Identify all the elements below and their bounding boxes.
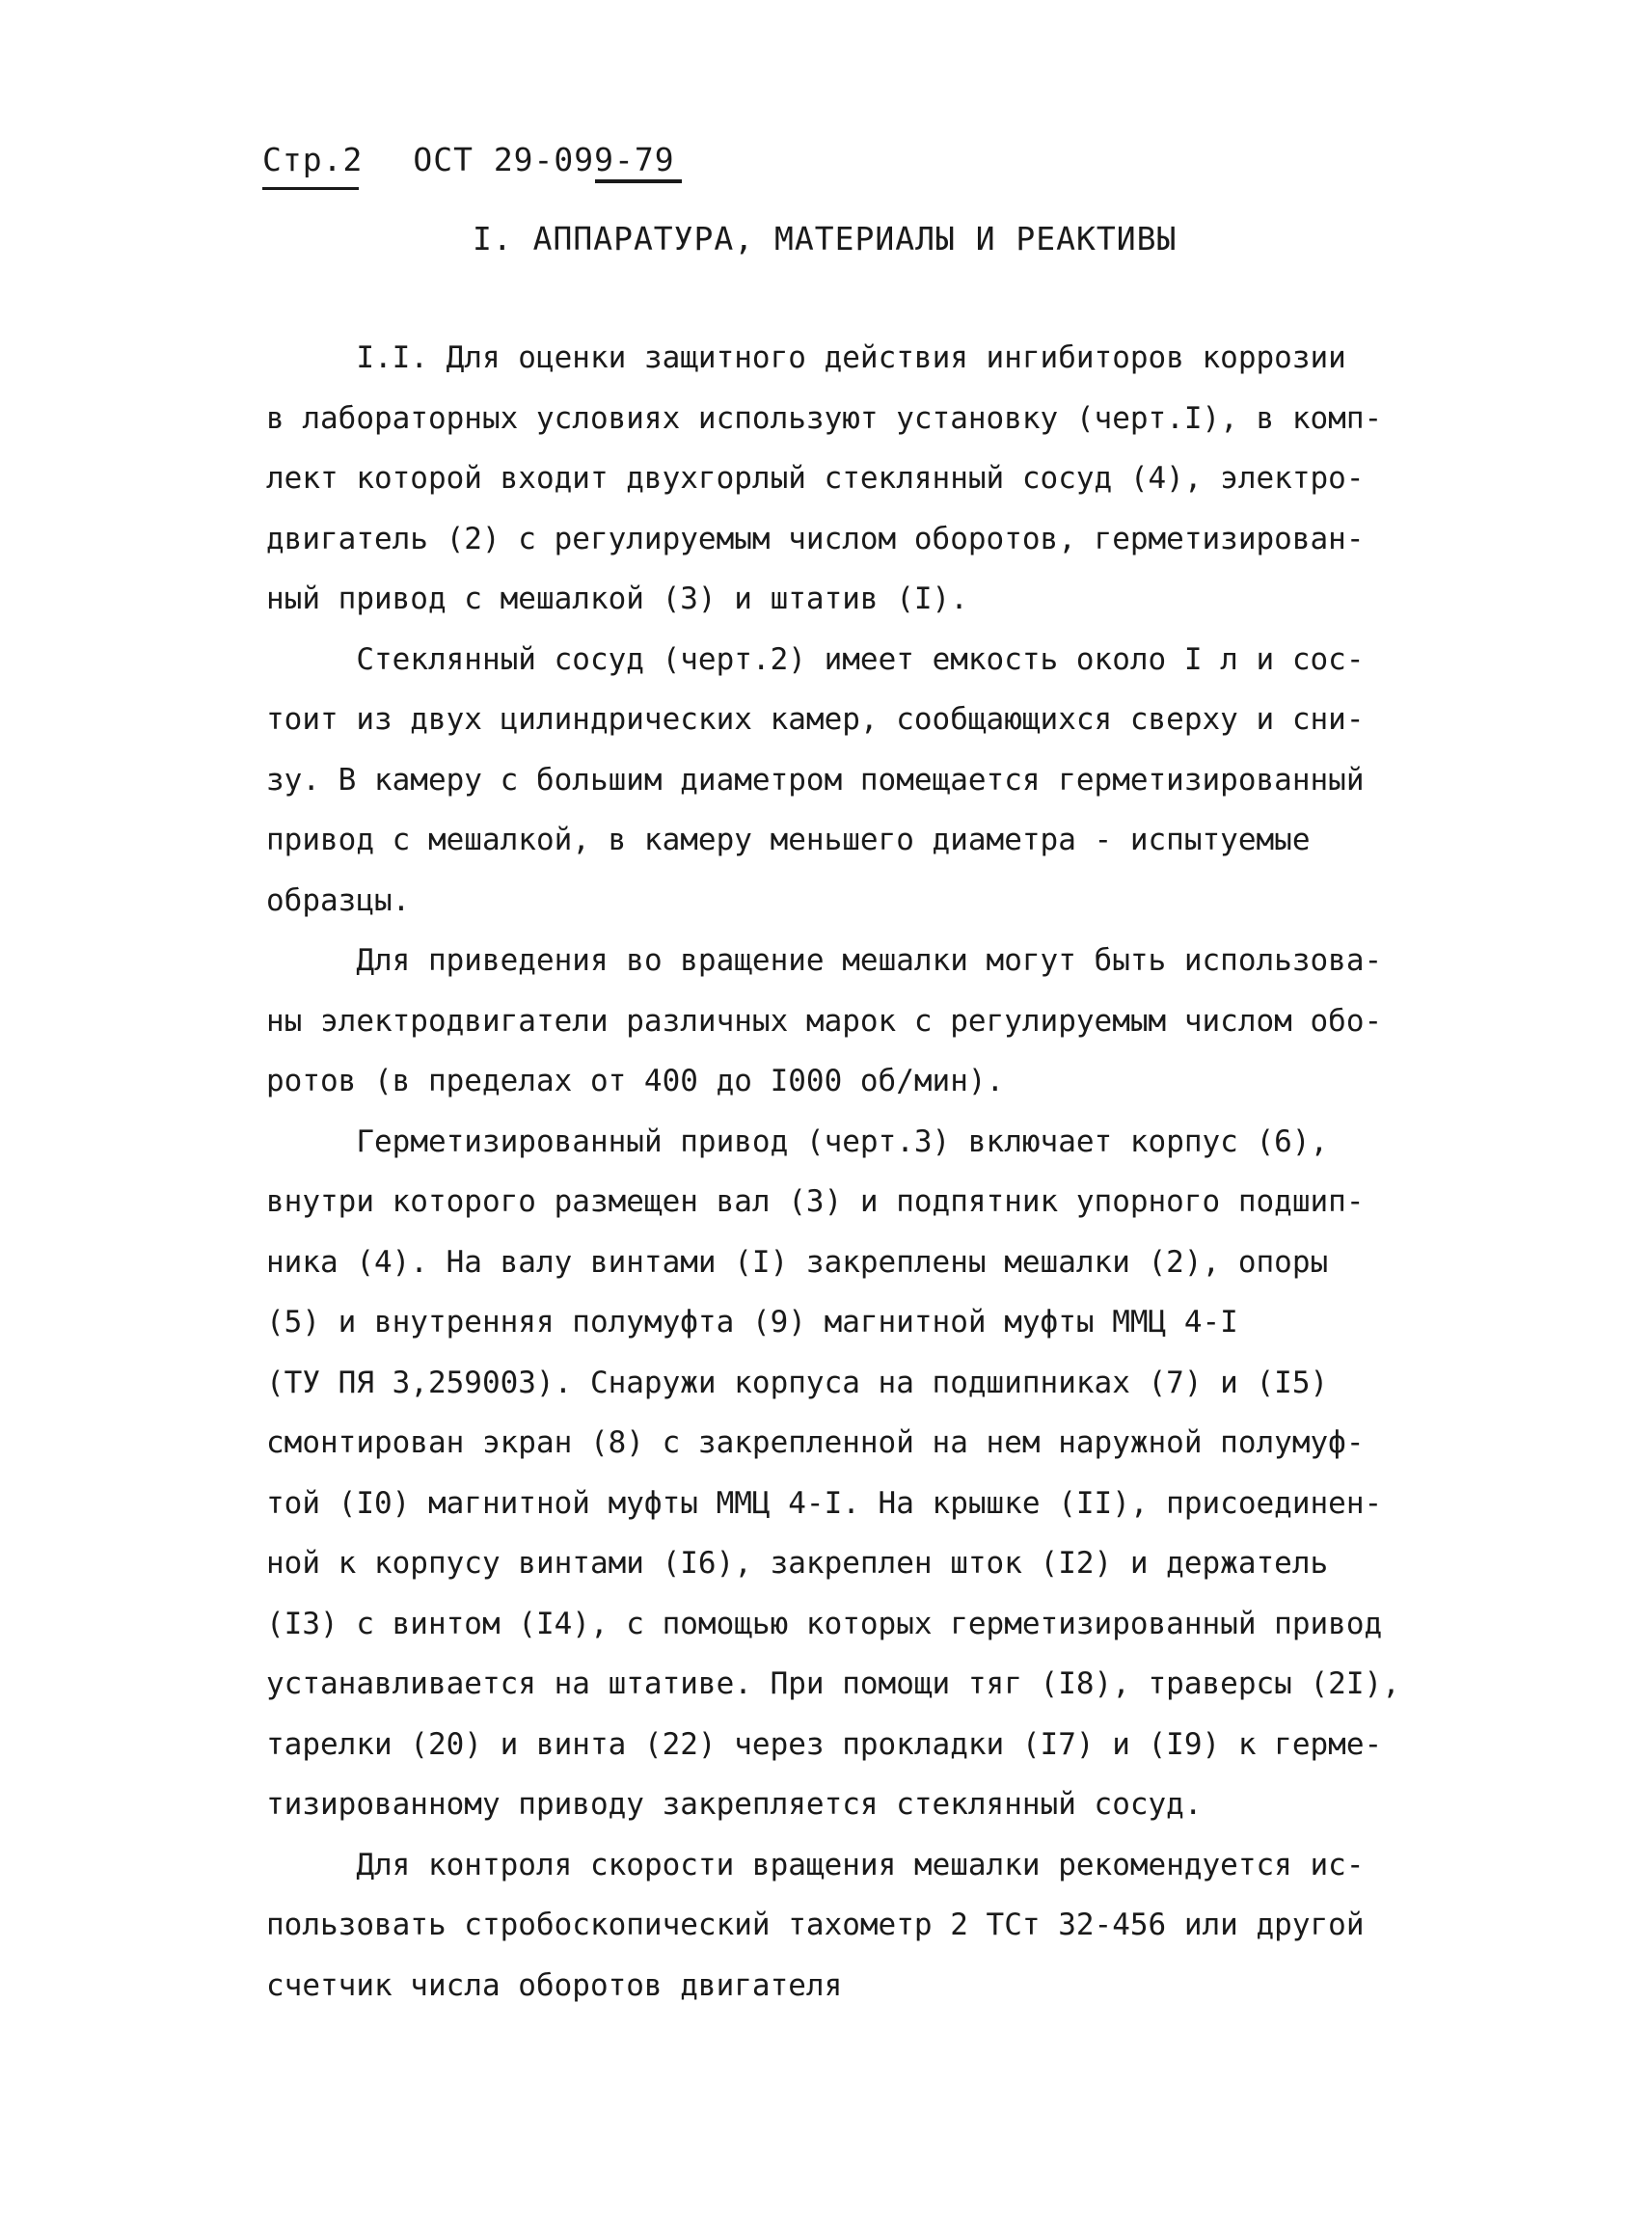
text-line: счетчик числа оборотов двигателя bbox=[266, 1967, 843, 2003]
page-number-underline bbox=[262, 187, 359, 190]
body-text bbox=[266, 328, 1452, 2016]
text-line: ротов (в пределах от 400 до I000 об/мин). bbox=[266, 1064, 1005, 1098]
text-line: ный привод с мешалкой (3) и штатив (I). bbox=[266, 582, 968, 616]
text-line: привод с мешалкой, в камеру меньшего диаметра - испытуемые bbox=[266, 823, 1311, 857]
text-line: тоит из двух цилиндрических камер, сообщающихся сверху и сни- bbox=[266, 702, 1365, 737]
text-line: в лабораторных условиях используют установку (черт.I), в комп- bbox=[266, 400, 1383, 436]
text-line: ной к корпусу винтами (I6), закреплен шток (I2) и держатель bbox=[266, 1546, 1329, 1581]
page-header bbox=[262, 141, 675, 178]
text-line: Герметизированный привод (черт.3) включает корпус (6), bbox=[266, 1124, 1329, 1159]
text-line: образцы. bbox=[266, 882, 411, 918]
text-line: ника (4). На валу винтами (I) закреплены мешалки (2), опоры bbox=[266, 1244, 1329, 1280]
section-title: I. АППАРАТУРА, МАТЕРИАЛЫ И РЕАКТИВЫ bbox=[473, 220, 1178, 257]
text-line: I.I. Для оценки защитного действия ингибиторов коррозии bbox=[266, 340, 1346, 375]
text-line: Стеклянный сосуд (черт.2) имеет емкость около I л и сос- bbox=[266, 641, 1365, 677]
text-line: смонтирован экран (8) с закрепленной на нем наружной полумуф- bbox=[266, 1425, 1365, 1460]
text-line: зу. В камеру с большим диаметром помещается герметизированный bbox=[266, 762, 1365, 798]
document-code-underline bbox=[595, 179, 682, 183]
text-line: (5) и внутренняя полумуфта (9) магнитной муфты ММЦ 4-I bbox=[266, 1305, 1238, 1340]
text-line: тарелки (20) и винта (22) через прокладки (I7) и (I9) к герме- bbox=[266, 1726, 1383, 1762]
text-line: тизированному приводу закрепляется стеклянный сосуд. bbox=[266, 1787, 1203, 1822]
page-number: Стр.2 bbox=[262, 141, 364, 178]
text-line: двигатель (2) с регулируемым числом оборотов, герметизирован- bbox=[266, 521, 1365, 556]
text-line: пользовать стробоскопический тахометр 2 ТСт 32-456 или другой bbox=[266, 1908, 1365, 1942]
text-line: (ТУ ПЯ 3,259003). Снаружи корпуса на подшипниках (7) и (I5) bbox=[266, 1365, 1329, 1400]
text-line: внутри которого размещен вал (3) и подпятник упорного подшип- bbox=[266, 1184, 1365, 1219]
text-line: устанавливается на штативе. При помощи тяг (I8), траверсы (2I), bbox=[266, 1666, 1400, 1701]
text-line: той (I0) магнитной муфты ММЦ 4-I. На крышке (II), присоединен- bbox=[266, 1485, 1383, 1521]
text-line: Для приведения во вращение мешалки могут быть использова- bbox=[266, 943, 1383, 978]
document-code: ОСТ 29-099-79 bbox=[413, 141, 675, 178]
text-line: (I3) с винтом (I4), с помощью которых герметизированный привод bbox=[266, 1606, 1383, 1641]
text-line: лект которой входит двухгорлый стеклянный сосуд (4), электро- bbox=[266, 461, 1365, 496]
text-line: Для контроля скорости вращения мешалки рекомендуется ис- bbox=[266, 1847, 1365, 1882]
text-line: ны электродвигатели различных марок с регулируемым числом обо- bbox=[266, 1003, 1383, 1039]
